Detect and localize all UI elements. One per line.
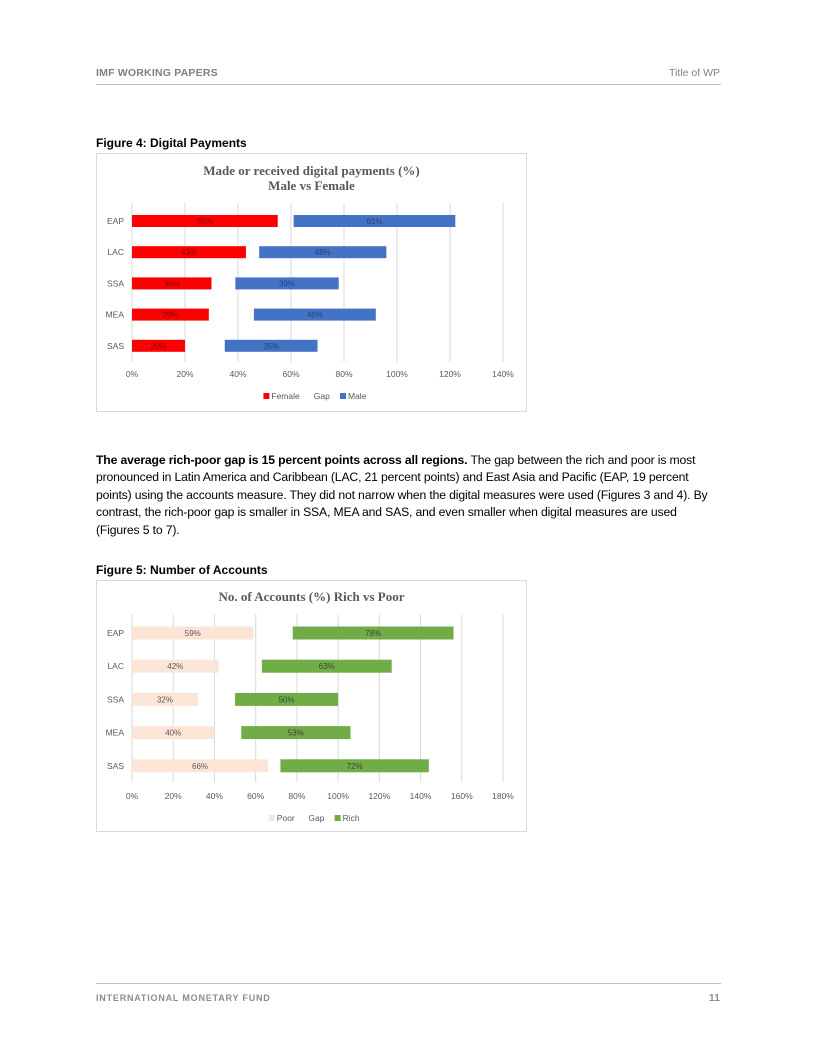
data-label-poor: 42% [167, 662, 184, 672]
x-tick-label: 40% [229, 369, 247, 379]
x-tick-label: 180% [492, 791, 514, 801]
legend-swatch-poor [269, 815, 275, 821]
running-header-title: IMF WORKING PAPERS [96, 67, 218, 79]
data-label-female: 55% [196, 217, 213, 226]
data-label-female: 20% [150, 341, 167, 351]
running-header-wp-title: Title of WP [669, 67, 720, 79]
y-category-label: EAP [106, 628, 124, 638]
y-category-label: SAS [106, 340, 124, 351]
data-label-female: 43% [180, 248, 197, 258]
data-label-rich: 50% [278, 695, 295, 705]
x-tick-label: 80% [288, 791, 306, 801]
chart-title: Made or received digital payments (%) [203, 163, 420, 178]
figure-4-chart [96, 153, 527, 412]
x-tick-label: 0% [125, 369, 139, 379]
x-tick-label: 60% [247, 791, 265, 801]
x-tick-label: 120% [439, 369, 461, 379]
data-label-rich: 72% [346, 761, 363, 771]
chart-number-of-accounts [97, 581, 526, 831]
chart-subtitle: Male vs Female [268, 178, 355, 193]
x-tick-label: 100% [386, 369, 408, 379]
x-tick-label: 20% [176, 369, 194, 379]
data-label-poor: 59% [184, 629, 201, 638]
footer-rule [96, 983, 721, 984]
legend-swatch-male [340, 393, 346, 399]
x-tick-label: 140% [409, 791, 432, 801]
x-tick-label: 160% [450, 791, 473, 801]
data-label-poor: 66% [192, 761, 209, 771]
legend-label-rich: Rich [342, 813, 360, 823]
data-label-male: 61% [366, 217, 383, 226]
figure-5-caption: Figure 5: Number of Accounts [96, 563, 268, 577]
data-label-male: 35% [263, 341, 280, 351]
y-category-label: EAP [106, 216, 124, 226]
data-label-male: 48% [314, 248, 331, 258]
x-tick-label: 100% [327, 791, 349, 801]
x-tick-label: 60% [282, 369, 300, 379]
x-tick-label: 80% [335, 369, 353, 379]
legend-label-poor: Poor [276, 813, 295, 823]
y-category-label: MEA [105, 727, 124, 738]
y-category-label: LAC [107, 247, 124, 258]
y-category-label: SSA [106, 278, 124, 289]
data-label-male: 46% [306, 310, 323, 320]
x-tick-label: 20% [164, 791, 182, 801]
y-category-label: SAS [106, 760, 124, 771]
x-tick-label: 0% [125, 791, 139, 801]
legend-label-male: Male [348, 391, 367, 401]
y-category-label: MEA [105, 309, 124, 320]
x-tick-label: 120% [368, 791, 391, 801]
chart-digital-payments [97, 154, 526, 411]
legend-label-gap: Gap [308, 813, 325, 823]
paragraph-lead-sentence: The average rich-poor gap is 15 percent points across all regions. [96, 453, 468, 467]
footer-organization: INTERNATIONAL MONETARY FUND [96, 993, 271, 1003]
page-number: 11 [708, 992, 720, 1004]
data-label-rich: 63% [318, 662, 335, 672]
data-label-rich: 78% [365, 629, 382, 638]
y-category-label: SSA [106, 694, 124, 705]
data-label-female: 29% [162, 310, 179, 320]
legend-label-female: Female [271, 391, 300, 401]
x-tick-label: 40% [205, 791, 223, 801]
data-label-female: 30% [163, 279, 180, 289]
data-label-rich: 53% [287, 728, 304, 738]
figure-5-chart [96, 580, 527, 832]
paragraph-body-text: The gap between the rich and poor is most pronounced in Latin America and Caribbean (LAC, 21 percent points) and East Asia and Pacific (EAP, 19 percent points) using the accounts measure. They did not narrow when the digital measures were used (Figures 3 and 4). By contrast, the rich-poor gap is smaller in SSA, MEA and SAS, and even smaller when digital measures are used (Figures 5 to 7). [96, 453, 708, 537]
legend-swatch-rich [335, 815, 341, 821]
x-tick-label: 140% [492, 369, 514, 379]
data-label-poor: 40% [165, 728, 182, 738]
header-rule [96, 84, 721, 85]
legend-label-gap: Gap [313, 391, 330, 401]
legend-swatch-female [263, 393, 269, 399]
data-label-poor: 32% [156, 695, 173, 705]
y-category-label: LAC [107, 661, 124, 672]
figure-4-caption: Figure 4: Digital Payments [96, 136, 247, 150]
body-paragraph [96, 452, 722, 539]
data-label-male: 39% [279, 279, 296, 289]
chart-title: No. of Accounts (%) Rich vs Poor [218, 589, 405, 604]
